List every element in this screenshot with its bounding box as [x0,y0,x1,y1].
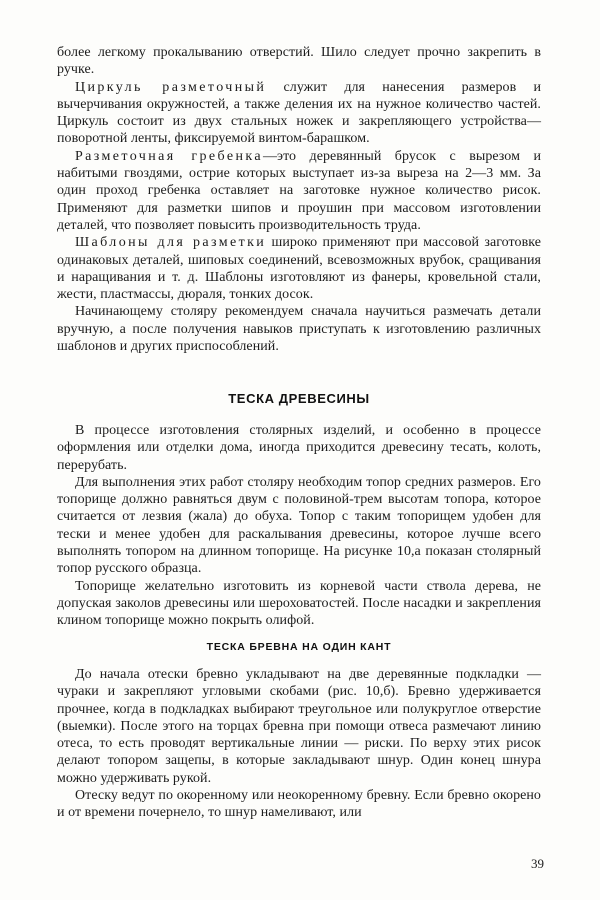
section-wood-hewing [57,422,541,630]
paragraph-marking-comb: Разметочная гребенка—это деревянный брусок с вырезом и набитыми гвоздями, острие которых выступает из-за выреза на 2—3 мм. За один проход гребенка оставляет на заготовке нужное количество рисок. Применяют для разметки шипов и проушин при массовом изготовлении деталей, что позволяет повысить производительность труда. [57,148,541,233]
term-compass: Циркуль разметочный [75,79,267,95]
paragraph-advice: Начинающему столяру рекомендуем сначала научиться размечать детали вручную, а после получения навыков приступать к изготовлению различных шаблонов и других приспособлений. [57,304,541,355]
term-templates: Шаблоны для разметки [75,235,267,251]
section-heading-wood-hewing: ТЕСКА ДРЕВЕСИНЫ [228,391,370,406]
paragraph-compass: Циркуль разметочный служит для нанесения размеров и вычерчивания окружностей, а также деления их на нужное количество частей. Циркуль состоит из двух стальных ножек и закрепляющего устройства—поворотной ленты, фиксируемой винтом-барашком. [57,79,541,147]
paragraph-hewing-debarked: Отеску ведут по окоренному или неокоренному бревну. Если бревно окорено и от времени почернело, то шнур намеливают, или [57,788,541,821]
page-number: 39 [531,856,544,871]
paragraph-axe-handle: Топорище желательно изготовить из корневой части ствола дерева, не допуская заколов древесины или шероховатостей. После насадки и закрепления клином топорище можно покрыть олифой. [57,578,541,629]
section-log-hewing [57,666,541,822]
section-heading-log-hewing: ТЕСКА БРЕВНА НА ОДИН КАНТ [206,641,392,653]
paragraph-log-preparation: До начала отески бревно укладывают на две деревянные подкладки — чураки и закрепляют угловыми скобами (рис. 10,б). Бревно удерживается прочнее, когда в подкладках выбирают треугольное или полукруглое отверстие (выемки). После этого на торцах бревна при помощи отвеса размечают линию отеса, то есть проводят вертикальные линии — риски. По верху этих рисок делают топором защепы, в которые закладывают шнур. Один конец шнура можно удерживать рукой. [57,667,541,786]
paragraph-hewing-intro: В процессе изготовления столярных изделий, и особенно в процессе оформления или отделки дома, иногда приходится древесину тесать, колоть, перерубать. [57,423,541,473]
paragraph-awl-end: более легкому прокалыванию отверстий. Шило следует прочно закрепить в ручке. [57,45,541,78]
section-marking-tools [57,44,541,355]
term-marking-comb: Разметочная гребенка [75,148,263,164]
paragraph-axe: Для выполнения этих работ столяру необходим топор средних размеров. Его топорище должно равняться двум с половиной-трем высотам топора, которое считается от лезвия (жала) до обуха. Топор с таким топорищем удобен для тески и менее удобен для раскалывания древесины, которое лучше всего выполнять топором на длинном топорище. На рисунке 10,а показан столярный топор русского образца. [57,474,541,577]
paragraph-templates: Шаблоны для разметки широко применяют при массовой заготовке одинаковых деталей, шиповых соединений, всевозможных врубок, сращивания и наращивания и т. д. Шаблоны изготовляют из фанеры, кровельной стали, жести, пластмассы, дюраля, тонких досок. [57,235,541,303]
